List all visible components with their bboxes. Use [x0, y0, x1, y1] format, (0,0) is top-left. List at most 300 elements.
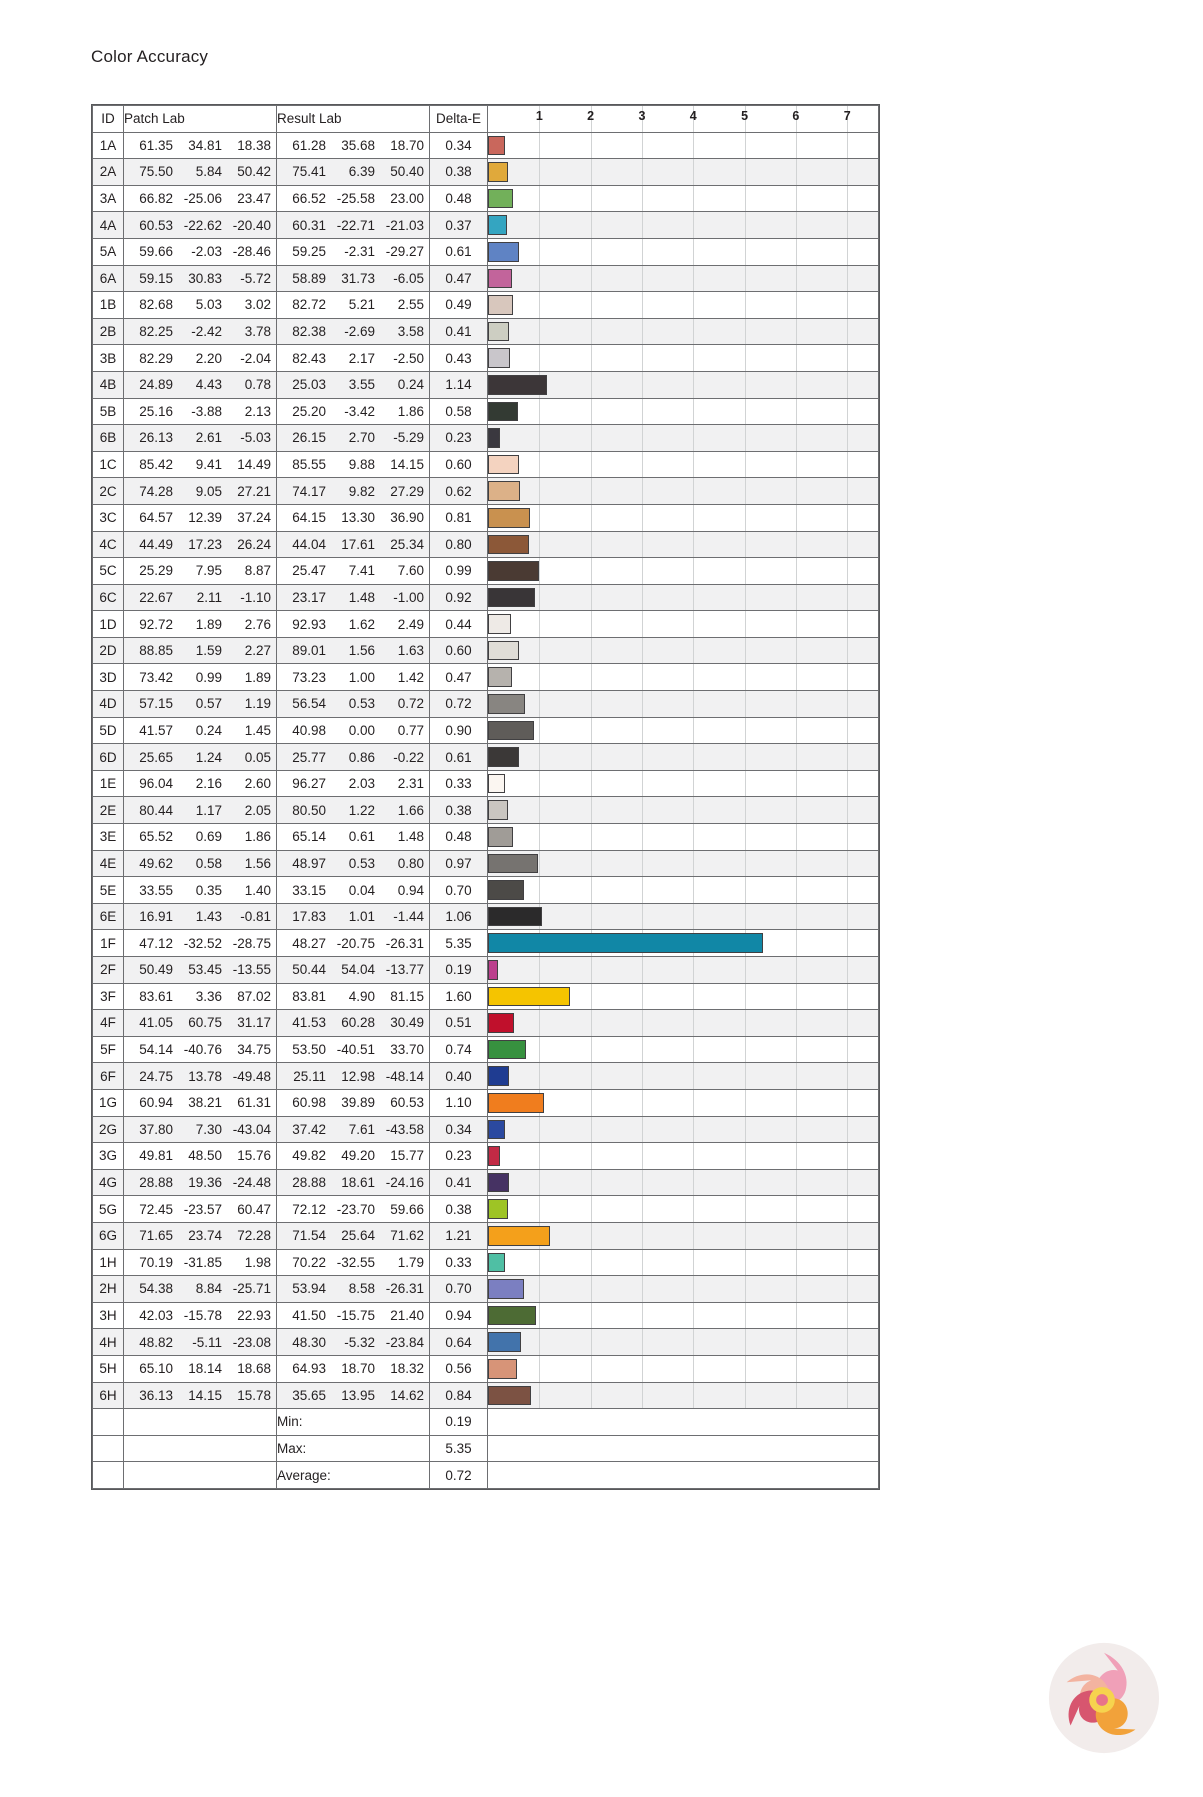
gridline — [796, 1117, 797, 1143]
result-lab-cell — [277, 371, 430, 398]
gridline — [745, 532, 746, 558]
delta-e-bar-cell — [488, 1302, 879, 1329]
gridline — [796, 1329, 797, 1355]
delta-e-bar-cell — [488, 238, 879, 265]
result-lab-values: 73.23 1.00 1.42 — [292, 669, 424, 685]
gridline — [642, 186, 643, 212]
patch-lab-cell — [124, 238, 277, 265]
gridline — [642, 133, 643, 159]
axis-tick-label: 1 — [535, 109, 543, 123]
delta-e-value: 0.38 — [430, 797, 488, 824]
result-lab-values: 96.27 2.03 2.31 — [292, 776, 424, 792]
gridline — [693, 984, 694, 1010]
gridline — [847, 611, 848, 637]
gridline — [591, 159, 592, 185]
table-row — [93, 1355, 879, 1382]
patch-lab-cell — [124, 451, 277, 478]
gridline — [847, 1117, 848, 1143]
delta-e-bar — [488, 375, 547, 395]
gridline — [796, 133, 797, 159]
delta-e-bar — [488, 641, 519, 661]
row-id: 1F — [93, 930, 124, 957]
gridline — [847, 1356, 848, 1382]
result-lab-cell — [277, 691, 430, 718]
patch-lab-cell — [124, 1116, 277, 1143]
table-row — [93, 132, 879, 159]
result-lab-cell — [277, 1143, 430, 1170]
gridline — [539, 345, 540, 371]
gridline — [847, 664, 848, 690]
result-lab-cell — [277, 903, 430, 930]
result-lab-values: 41.50 -15.75 21.40 — [292, 1308, 424, 1324]
gridline — [796, 1383, 797, 1409]
result-lab-cell — [277, 1329, 430, 1356]
gridline — [796, 1010, 797, 1036]
delta-e-value: 0.41 — [430, 318, 488, 345]
gridline — [693, 159, 694, 185]
result-lab-cell — [277, 770, 430, 797]
gridline — [642, 345, 643, 371]
delta-e-value: 0.90 — [430, 717, 488, 744]
gridline — [591, 266, 592, 292]
delta-e-value: 0.61 — [430, 744, 488, 771]
gridline — [591, 1063, 592, 1089]
result-lab-values: 75.41 6.39 50.40 — [292, 164, 424, 180]
delta-e-bar — [488, 1093, 544, 1113]
gridline — [642, 292, 643, 318]
result-lab-cell — [277, 531, 430, 558]
row-id: 5H — [93, 1355, 124, 1382]
delta-e-bar-cell — [488, 398, 879, 425]
delta-e-value: 0.60 — [430, 451, 488, 478]
gridline — [796, 771, 797, 797]
gridline — [796, 744, 797, 770]
summary-label: Min: — [277, 1409, 430, 1436]
gridline — [847, 212, 848, 238]
delta-e-bar — [488, 535, 529, 555]
gridline — [591, 478, 592, 504]
gridline — [693, 1383, 694, 1409]
gridline — [642, 212, 643, 238]
table-row — [93, 1329, 879, 1356]
gridline — [745, 1143, 746, 1169]
patch-lab-cell — [124, 983, 277, 1010]
row-id: 4C — [93, 531, 124, 558]
patch-lab-values: 25.65 1.24 0.05 — [139, 749, 271, 765]
result-lab-cell — [277, 664, 430, 691]
result-lab-cell — [277, 504, 430, 531]
gridline — [642, 1037, 643, 1063]
patch-lab-cell — [124, 159, 277, 186]
gridline — [745, 744, 746, 770]
summary-blank-patch — [124, 1435, 277, 1462]
gridline — [745, 452, 746, 478]
result-lab-cell — [277, 185, 430, 212]
gridline — [796, 877, 797, 903]
gridline — [847, 877, 848, 903]
gridline — [591, 1117, 592, 1143]
gridline — [591, 319, 592, 345]
gridline — [847, 1223, 848, 1249]
gridline — [745, 771, 746, 797]
gridline — [693, 133, 694, 159]
delta-e-value: 0.62 — [430, 478, 488, 505]
gridline — [847, 372, 848, 398]
delta-e-value: 0.37 — [430, 212, 488, 239]
gridline — [847, 984, 848, 1010]
gridline — [539, 1196, 540, 1222]
patch-lab-values: 24.89 4.43 0.78 — [139, 377, 271, 393]
gridline — [642, 1329, 643, 1355]
row-id: 2C — [93, 478, 124, 505]
gridline — [745, 505, 746, 531]
gridline — [745, 478, 746, 504]
gridline — [693, 877, 694, 903]
gridline — [693, 1276, 694, 1302]
patch-lab-values: 49.62 0.58 1.56 — [139, 855, 271, 871]
gridline — [796, 266, 797, 292]
delta-e-bar-cell — [488, 637, 879, 664]
patch-lab-cell — [124, 1143, 277, 1170]
delta-e-bar — [488, 481, 520, 501]
result-lab-cell — [277, 318, 430, 345]
gridline — [539, 1303, 540, 1329]
delta-e-value: 0.38 — [430, 159, 488, 186]
gridline — [642, 957, 643, 983]
delta-e-value: 0.41 — [430, 1169, 488, 1196]
patch-lab-cell — [124, 425, 277, 452]
gridline — [847, 558, 848, 584]
table-row — [93, 238, 879, 265]
gridline — [591, 1143, 592, 1169]
result-lab-values: 72.12 -23.70 59.66 — [292, 1201, 424, 1217]
result-lab-values: 74.17 9.82 27.29 — [292, 483, 424, 499]
gridline — [539, 664, 540, 690]
gridline — [847, 1303, 848, 1329]
delta-e-value: 0.64 — [430, 1329, 488, 1356]
result-lab-values: 17.83 1.01 -1.44 — [292, 909, 424, 925]
summary-blank-patch — [124, 1462, 277, 1489]
table-row — [93, 504, 879, 531]
row-id: 3F — [93, 983, 124, 1010]
result-lab-values: 48.97 0.53 0.80 — [292, 855, 424, 871]
result-lab-cell — [277, 345, 430, 372]
delta-e-bar — [488, 455, 519, 475]
result-lab-cell — [277, 212, 430, 239]
gridline — [796, 984, 797, 1010]
gridline — [693, 957, 694, 983]
gridline — [796, 1063, 797, 1089]
gridline — [847, 452, 848, 478]
patch-lab-values: 88.85 1.59 2.27 — [139, 643, 271, 659]
gridline — [847, 239, 848, 265]
gridline — [693, 1303, 694, 1329]
delta-e-bar — [488, 295, 513, 315]
table-row — [93, 1222, 879, 1249]
delta-e-bar-cell — [488, 1196, 879, 1223]
delta-e-value: 0.60 — [430, 637, 488, 664]
table-row — [93, 664, 879, 691]
row-id: 2E — [93, 797, 124, 824]
delta-e-bar-cell — [488, 1276, 879, 1303]
patch-lab-cell — [124, 1382, 277, 1409]
result-lab-values: 92.93 1.62 2.49 — [292, 616, 424, 632]
gridline — [539, 1010, 540, 1036]
gridline — [693, 1196, 694, 1222]
gridline — [642, 1383, 643, 1409]
gridline — [847, 638, 848, 664]
gridline — [847, 425, 848, 451]
delta-e-value: 0.40 — [430, 1063, 488, 1090]
delta-e-value: 0.56 — [430, 1355, 488, 1382]
gridline — [591, 1276, 592, 1302]
gridline — [591, 664, 592, 690]
delta-e-value: 0.34 — [430, 1116, 488, 1143]
result-lab-values: 70.22 -32.55 1.79 — [292, 1254, 424, 1270]
table-row — [93, 1063, 879, 1090]
gridline — [591, 824, 592, 850]
gridline — [796, 904, 797, 930]
delta-e-value: 0.48 — [430, 824, 488, 851]
patch-lab-values: 59.66 -2.03 -28.46 — [139, 244, 271, 260]
table-row — [93, 425, 879, 452]
delta-e-bar-cell — [488, 1089, 879, 1116]
result-lab-cell — [277, 877, 430, 904]
delta-e-bar — [488, 269, 512, 289]
gridline — [847, 1143, 848, 1169]
row-id: 2F — [93, 957, 124, 984]
gridline — [847, 1276, 848, 1302]
gridline — [847, 1037, 848, 1063]
gridline — [745, 558, 746, 584]
gridline — [539, 1356, 540, 1382]
row-id: 1D — [93, 611, 124, 638]
gridline — [796, 372, 797, 398]
row-id: 4B — [93, 371, 124, 398]
axis-tick-label: 5 — [741, 109, 749, 123]
axis-tick-label: 4 — [689, 109, 697, 123]
gridline — [693, 266, 694, 292]
gridline — [745, 372, 746, 398]
gridline — [693, 638, 694, 664]
delta-e-bar-cell — [488, 824, 879, 851]
patch-lab-values: 60.53 -22.62 -20.40 — [139, 217, 271, 233]
patch-lab-values: 47.12 -32.52 -28.75 — [139, 935, 271, 951]
patch-lab-cell — [124, 1089, 277, 1116]
patch-lab-cell — [124, 345, 277, 372]
gridline — [796, 930, 797, 956]
patch-lab-values: 71.65 23.74 72.28 — [139, 1228, 271, 1244]
gridline — [693, 585, 694, 611]
delta-e-value: 0.33 — [430, 1249, 488, 1276]
summary-value: 5.35 — [430, 1435, 488, 1462]
gridline — [539, 159, 540, 185]
gridline — [847, 957, 848, 983]
gridline — [745, 1303, 746, 1329]
delta-e-value: 0.47 — [430, 265, 488, 292]
row-id: 2H — [93, 1276, 124, 1303]
gridline — [796, 664, 797, 690]
kitguru-logo — [1045, 1639, 1163, 1757]
gridline — [745, 877, 746, 903]
gridline — [642, 372, 643, 398]
result-lab-cell — [277, 1355, 430, 1382]
gridline — [796, 558, 797, 584]
patch-lab-values: 80.44 1.17 2.05 — [139, 802, 271, 818]
delta-e-bar-cell — [488, 770, 879, 797]
gridline — [539, 1117, 540, 1143]
gridline — [847, 904, 848, 930]
result-lab-values: 89.01 1.56 1.63 — [292, 643, 424, 659]
patch-lab-values: 54.38 8.84 -25.71 — [139, 1281, 271, 1297]
patch-lab-values: 83.61 3.36 87.02 — [139, 988, 271, 1004]
gridline — [693, 399, 694, 425]
gridline — [693, 532, 694, 558]
table-row — [93, 1249, 879, 1276]
gridline — [591, 611, 592, 637]
result-lab-values: 25.47 7.41 7.60 — [292, 563, 424, 579]
patch-lab-values: 61.35 34.81 18.38 — [139, 137, 271, 153]
row-id: 4D — [93, 691, 124, 718]
delta-e-value: 0.81 — [430, 504, 488, 531]
gridline — [693, 611, 694, 637]
gridline — [693, 824, 694, 850]
gridline — [847, 1090, 848, 1116]
row-id: 1A — [93, 132, 124, 159]
gridline — [796, 186, 797, 212]
summary-blank-patch — [124, 1409, 277, 1436]
table-row — [93, 824, 879, 851]
gridline — [796, 505, 797, 531]
result-lab-values: 82.38 -2.69 3.58 — [292, 324, 424, 340]
summary-blank-id — [93, 1435, 124, 1462]
gridline — [796, 1356, 797, 1382]
result-lab-values: 40.98 0.00 0.77 — [292, 722, 424, 738]
gridline — [591, 984, 592, 1010]
gridline — [591, 1223, 592, 1249]
delta-e-bar-cell — [488, 957, 879, 984]
gridline — [847, 1170, 848, 1196]
gridline — [591, 558, 592, 584]
result-lab-cell — [277, 824, 430, 851]
gridline — [847, 505, 848, 531]
result-lab-values: 61.28 35.68 18.70 — [292, 137, 424, 153]
row-id: 4H — [93, 1329, 124, 1356]
delta-e-bar-cell — [488, 877, 879, 904]
gridline — [847, 532, 848, 558]
gridline — [745, 664, 746, 690]
gridline — [847, 186, 848, 212]
row-id: 1B — [93, 292, 124, 319]
patch-lab-values: 85.42 9.41 14.49 — [139, 457, 271, 473]
gridline — [693, 292, 694, 318]
delta-e-bar-cell — [488, 664, 879, 691]
patch-lab-values: 25.29 7.95 8.87 — [139, 563, 271, 579]
delta-e-value: 1.10 — [430, 1089, 488, 1116]
gridline — [745, 133, 746, 159]
gridline — [847, 851, 848, 877]
patch-lab-values: 73.42 0.99 1.89 — [139, 669, 271, 685]
gridline — [693, 744, 694, 770]
patch-lab-cell — [124, 797, 277, 824]
gridline — [796, 292, 797, 318]
delta-e-bar — [488, 1332, 521, 1352]
gridline — [591, 797, 592, 823]
table-row — [93, 345, 879, 372]
table-row — [93, 478, 879, 505]
delta-e-bar — [488, 1199, 508, 1219]
gridline — [693, 186, 694, 212]
delta-e-bar — [488, 987, 570, 1007]
gridline — [642, 1117, 643, 1143]
delta-e-value: 0.97 — [430, 850, 488, 877]
summary-label: Max: — [277, 1435, 430, 1462]
gridline — [591, 1170, 592, 1196]
result-lab-values: 65.14 0.61 1.48 — [292, 829, 424, 845]
delta-e-bar — [488, 774, 505, 794]
gridline — [745, 611, 746, 637]
result-lab-values: 53.94 8.58 -26.31 — [292, 1281, 424, 1297]
delta-e-bar — [488, 827, 513, 847]
table-row — [93, 159, 879, 186]
delta-e-bar-cell — [488, 1382, 879, 1409]
gridline — [796, 718, 797, 744]
color-accuracy-report — [91, 104, 880, 1490]
gridline — [539, 212, 540, 238]
result-lab-values: 56.54 0.53 0.72 — [292, 696, 424, 712]
row-id: 1E — [93, 770, 124, 797]
delta-e-bar-cell — [488, 504, 879, 531]
delta-e-bar — [488, 402, 518, 422]
result-lab-cell — [277, 1116, 430, 1143]
row-id: 5F — [93, 1036, 124, 1063]
gridline — [693, 212, 694, 238]
gridline — [539, 1063, 540, 1089]
table-row — [93, 1036, 879, 1063]
gridline — [642, 585, 643, 611]
delta-e-value: 0.23 — [430, 425, 488, 452]
table-row — [93, 1010, 879, 1037]
gridline — [539, 611, 540, 637]
row-id: 2G — [93, 1116, 124, 1143]
patch-lab-values: 65.52 0.69 1.86 — [139, 829, 271, 845]
result-lab-values: 37.42 7.61 -43.58 — [292, 1121, 424, 1137]
patch-lab-cell — [124, 744, 277, 771]
gridline — [693, 771, 694, 797]
patch-lab-values: 16.91 1.43 -0.81 — [139, 909, 271, 925]
gridline — [796, 1250, 797, 1276]
delta-e-bar-cell — [488, 903, 879, 930]
row-id: 6E — [93, 903, 124, 930]
gridline — [796, 532, 797, 558]
table-row — [93, 212, 879, 239]
result-lab-values: 33.15 0.04 0.94 — [292, 882, 424, 898]
delta-e-value: 0.74 — [430, 1036, 488, 1063]
gridline — [847, 691, 848, 717]
delta-e-bar — [488, 561, 539, 581]
axis-tick-label: 2 — [587, 109, 595, 123]
patch-lab-values: 70.19 -31.85 1.98 — [139, 1254, 271, 1270]
gridline — [539, 691, 540, 717]
result-lab-values: 50.44 54.04 -13.77 — [292, 962, 424, 978]
gridline — [745, 159, 746, 185]
delta-e-bar-cell — [488, 983, 879, 1010]
result-lab-values: 49.82 49.20 15.77 — [292, 1148, 424, 1164]
patch-lab-cell — [124, 1355, 277, 1382]
gridline — [693, 505, 694, 531]
patch-lab-values: 50.49 53.45 -13.55 — [139, 962, 271, 978]
gridline — [745, 984, 746, 1010]
